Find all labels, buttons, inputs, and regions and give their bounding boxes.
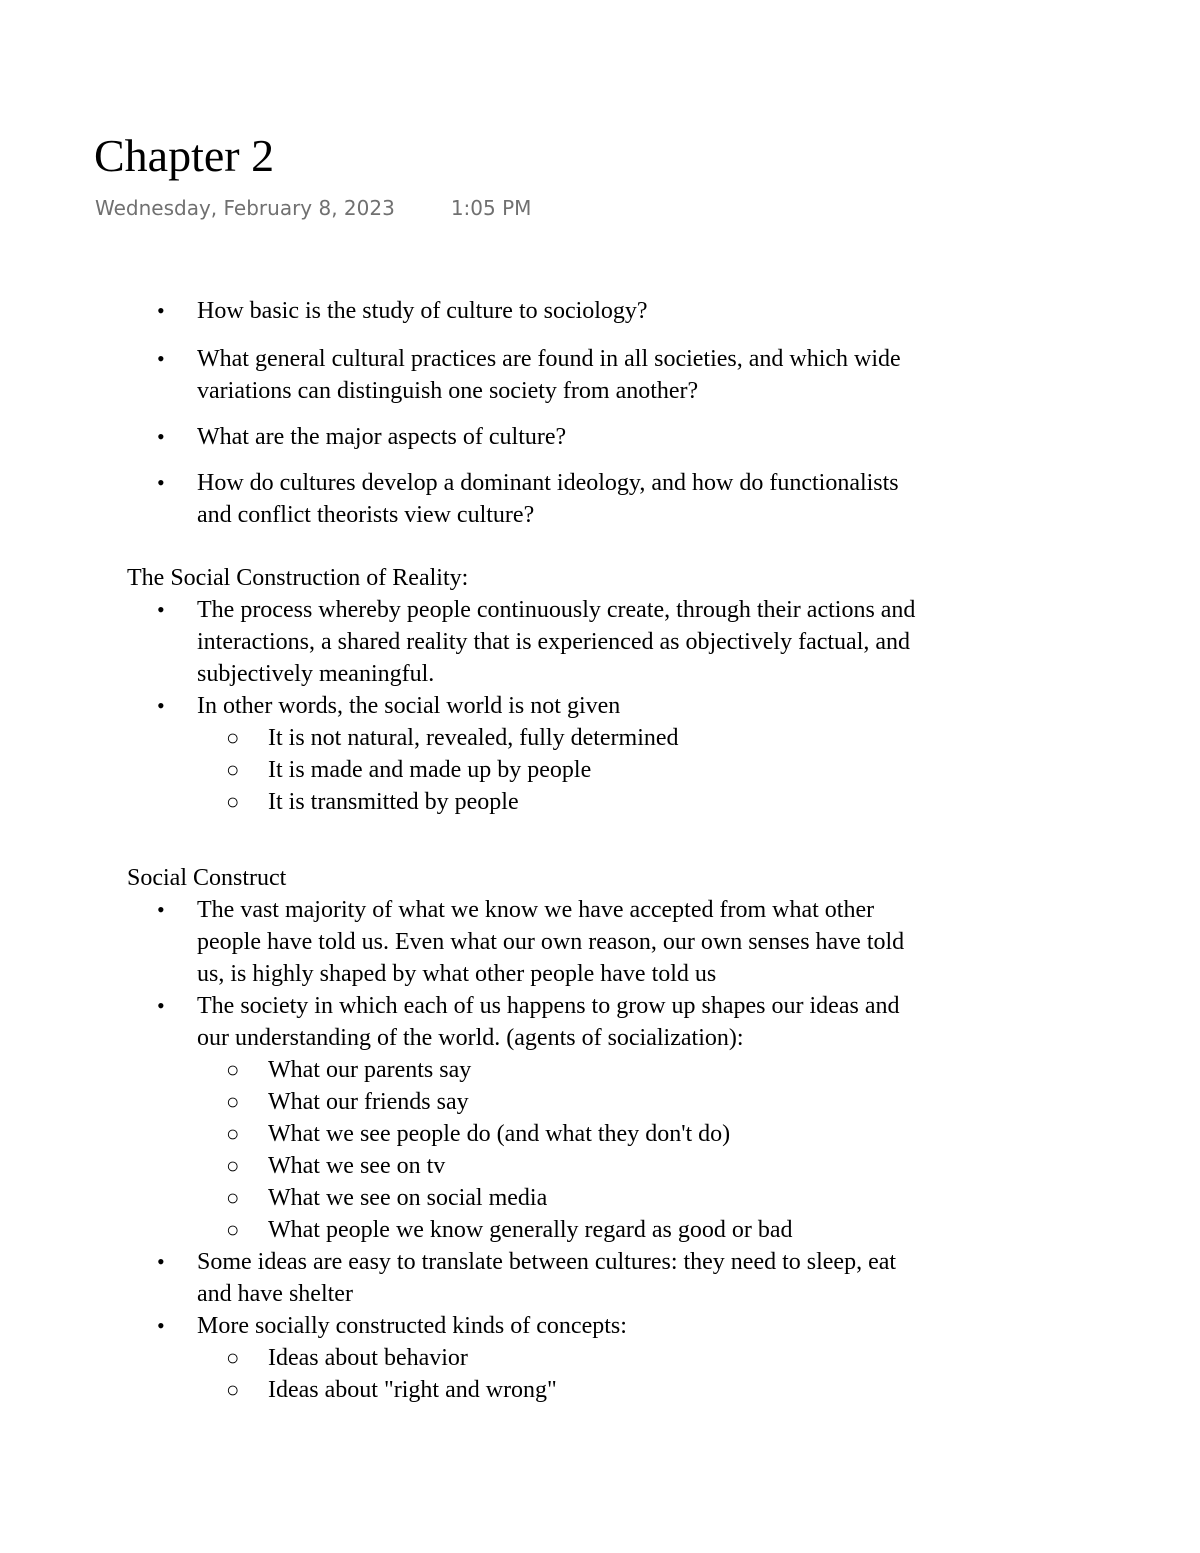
bullet-icon: • [157,1313,165,1338]
page-title: Chapter 2 [94,130,275,181]
circle-bullet-icon: ○ [226,789,240,814]
circle-bullet-icon: ○ [226,1185,240,1210]
list-item: • How basic is the study of culture to sociology? [0,295,1077,327]
list-item: • The society in which each of us happens to grow up shapes our ideas and our understanding of the world. (agents of socialization): [0,990,1077,1054]
bullet-icon: • [157,597,165,622]
sub-list-item: ○ Ideas about "right and wrong" [0,1374,1068,1406]
circle-bullet-icon: ○ [226,725,240,750]
bullet-icon: • [157,993,165,1018]
list-item: • More socially constructed kinds of concepts: [0,1310,1077,1342]
sub-list-item: ○ It is transmitted by people [0,786,1068,818]
bullet-icon: • [157,424,165,449]
page-date: Wednesday, February 8, 2023 [95,196,395,220]
page-meta [95,194,531,222]
sub-list-item: ○ What our friends say [0,1086,1068,1118]
circle-bullet-icon: ○ [226,1089,240,1114]
sub-list-item: ○ What our parents say [0,1054,1068,1086]
bullet-icon: • [157,346,165,371]
list-item: • What are the major aspects of culture? [0,421,1077,453]
sub-list-item: ○ It is made and made up by people [0,754,1068,786]
sub-list-item: ○ What we see on tv [0,1150,1068,1182]
sub-list-item: ○ It is not natural, revealed, fully determined [0,722,1068,754]
circle-bullet-icon: ○ [226,1153,240,1178]
sub-list-item: ○ Ideas about behavior [0,1342,1068,1374]
bullet-icon: • [157,470,165,495]
circle-bullet-icon: ○ [226,757,240,782]
circle-bullet-icon: ○ [226,1377,240,1402]
list-item: • In other words, the social world is not given [0,690,1077,722]
list-item: • Some ideas are easy to translate between cultures: they need to sleep, eat and have shelter [0,1246,1077,1310]
circle-bullet-icon: ○ [226,1057,240,1082]
sub-list-item: ○ What people we know generally regard as good or bad [0,1214,1068,1246]
section-heading: Social Construct [127,865,287,891]
list-item: • The vast majority of what we know we have accepted from what other people have told us. Even what our own reason, our own senses have told us, is highly shaped by what other people have told us [0,894,1077,990]
bullet-icon: • [157,897,165,922]
circle-bullet-icon: ○ [226,1345,240,1370]
list-item: • The process whereby people continuously create, through their actions and interactions, a shared reality that is experienced as objectively factual, and subjectively meaningful. [0,594,1077,690]
section-social-construction [0,562,1200,818]
circle-bullet-icon: ○ [226,1121,240,1146]
section-heading: The Social Construction of Reality: [127,565,469,591]
section-social-construct [0,862,1200,1406]
page-time: 1:05 PM [450,196,532,220]
sub-list-item: ○ What we see people do (and what they don't do) [0,1118,1068,1150]
bullet-icon: • [157,298,165,323]
circle-bullet-icon: ○ [226,1217,240,1242]
list-item: • What general cultural practices are found in all societies, and which wide variations can distinguish one society from another? [0,343,1077,407]
bullet-icon: • [157,693,165,718]
sub-list-item: ○ What we see on social media [0,1182,1068,1214]
list-item: • How do cultures develop a dominant ideology, and how do functionalists and conflict theorists view culture? [0,467,1077,531]
bullet-icon: • [157,1249,165,1274]
intro-questions [0,295,1200,531]
